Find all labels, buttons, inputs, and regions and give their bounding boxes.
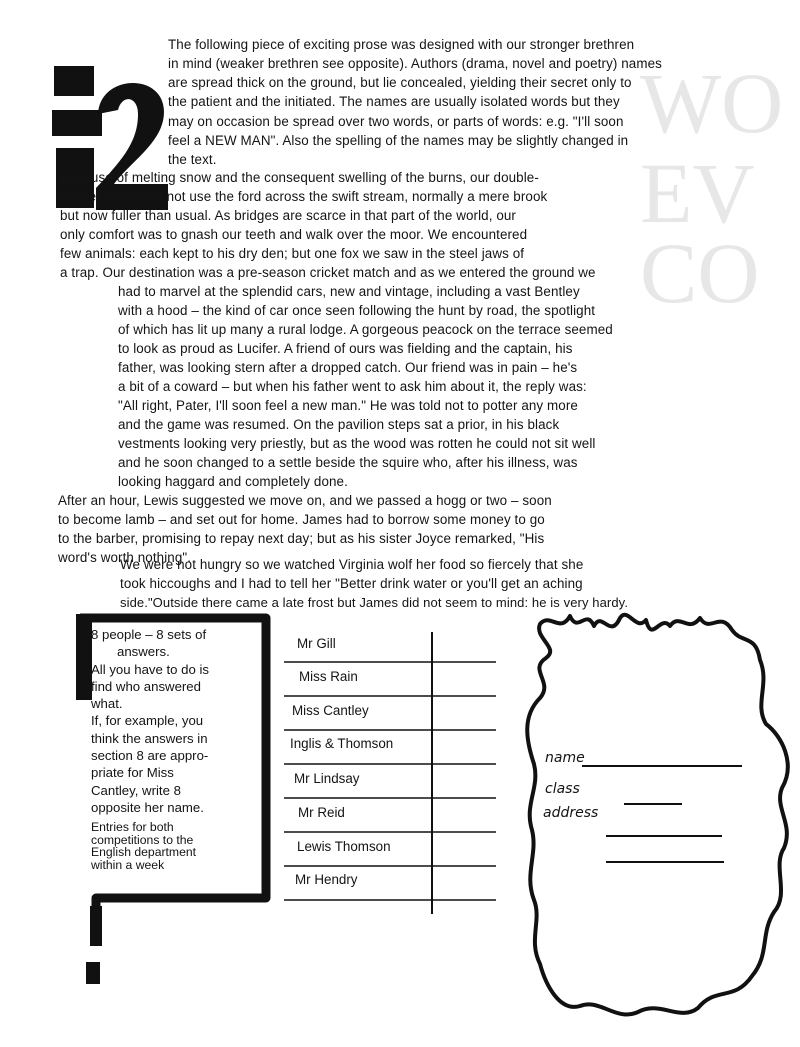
instruction-line: 8 people – 8 sets of bbox=[91, 627, 207, 642]
instruction-line: All you have to do is bbox=[91, 661, 210, 677]
answer-name-cantley: Miss Cantley bbox=[292, 703, 369, 718]
story-line: Because of melting snow and the consequent swelling of the burns, our double- bbox=[60, 170, 539, 185]
story-line: and he soon changed to a settle beside the squire who, after his illness, was bbox=[118, 455, 578, 470]
instruction-line: priate for Miss bbox=[91, 765, 174, 781]
instruction-line: If, for example, you bbox=[91, 713, 204, 729]
story-line: with a hood – the kind of car once seen following the hunt by road, the spotlight bbox=[118, 303, 596, 318]
story-line: of which has lit up many a rural lodge. A gorgeous peacock on the terrace seemed bbox=[118, 322, 613, 337]
story-line: We were not hungry so we watched Virginia wolf her food so fiercely that she bbox=[120, 557, 584, 572]
answer-name-lewis-thomson: Lewis Thomson bbox=[297, 839, 391, 854]
intro-line: feel a NEW MAN". Also the spelling of the names may be slightly changed in bbox=[168, 133, 629, 148]
story-line: to look as proud as Lucifer. A friend of ours was fielding and the captain, his bbox=[118, 341, 573, 356]
intro-line: the patient and the initiated. The names are usually isolated words but they bbox=[168, 94, 620, 109]
answer-name-gill: Mr Gill bbox=[297, 636, 336, 651]
intro-line: in mind (weaker brethren see opposite). Authors (drama, novel and poetry) names bbox=[168, 56, 662, 71]
instruction-line: section 8 are appro- bbox=[91, 748, 209, 764]
answer-grid bbox=[280, 624, 500, 914]
story-line: a trap. Our destination was a pre-season cricket match and as we entered the ground we bbox=[60, 265, 596, 280]
show-through-text: EV bbox=[640, 145, 755, 241]
story-line: few animals: each kept to his dry den; but one fox we saw in the steel jaws of bbox=[60, 246, 525, 261]
instruction-line: find who answered bbox=[91, 678, 201, 694]
instruction-line: what. bbox=[91, 696, 123, 712]
story-line: took hiccoughs and I had to tell her "Better drink water or you'll get an aching bbox=[120, 576, 583, 591]
story-line: vestments looking very priestly, but as the wood was rotten he could not sit well bbox=[118, 436, 596, 451]
story-line: father, was looking stern after a dropped catch. Our friend was in pain – he's bbox=[118, 360, 578, 375]
instruction-line: think the answers in bbox=[91, 730, 208, 746]
intro-line: the text. bbox=[168, 152, 217, 167]
intro-line: The following piece of exciting prose was designed with our stronger brethren bbox=[168, 37, 635, 52]
story-line: a bit of a coward – but when his father went to ask him about it, the reply was: bbox=[118, 379, 587, 394]
story-line: After an hour, Lewis suggested we move on, and we passed a hogg or two – soon bbox=[58, 493, 552, 508]
story-line: had to marvel at the splendid cars, new and vintage, including a vast Bentley bbox=[118, 284, 580, 299]
story-line: looking haggard and completely done. bbox=[118, 474, 348, 489]
story-line: but now fuller than usual. As bridges are scarce in that part of the world, our bbox=[60, 208, 516, 223]
instruction-line: answers. bbox=[117, 644, 170, 660]
story-line: side."Outside there came a late frost but James did not seem to mind: he is very hardy. bbox=[120, 595, 629, 610]
entries-line: within a week bbox=[91, 857, 165, 872]
intro-line: are spread thick on the ground, but lie concealed, yielding their secret only to bbox=[168, 75, 632, 90]
answer-name-reid: Mr Reid bbox=[298, 805, 345, 820]
story-line: to the barber, promising to repay next day; but as his sister Joyce remarked, "His bbox=[58, 531, 545, 546]
answer-name-inglis-thomson: Inglis & Thomson bbox=[290, 736, 394, 751]
answer-name-rain: Miss Rain bbox=[299, 669, 358, 684]
show-through-text: CO bbox=[640, 225, 760, 321]
form-label-address: address bbox=[543, 805, 599, 821]
show-through-text: WO bbox=[640, 55, 784, 151]
story-line: "All right, Pater, I'll soon feel a new man." He was told not to potter any more bbox=[118, 398, 578, 413]
entries-line: English department bbox=[91, 845, 197, 860]
story-line: to become lamb – and set out for home. James had to borrow some money to go bbox=[58, 512, 545, 527]
instruction-line: Cantley, write 8 bbox=[91, 782, 181, 798]
form-label-name: name bbox=[545, 750, 585, 766]
intro-line: may on occasion be spread over two words, or parts of words: e.g. "I'll soon bbox=[168, 114, 624, 129]
form-label-class: class bbox=[545, 781, 580, 797]
entries-line: Entries for both bbox=[91, 820, 174, 835]
story-line: word's worth nothing". bbox=[58, 550, 192, 565]
story-line: and the game was resumed. On the pavilion steps sat a prior, in his black bbox=[118, 417, 560, 432]
answer-name-hendry: Mr Hendry bbox=[295, 872, 358, 887]
story-line: decker bus could not use the ford across the swift stream, normally a mere brook bbox=[60, 189, 548, 204]
story-line: only comfort was to gnash our teeth and walk over the moor. We encountered bbox=[60, 227, 528, 242]
instruction-line: opposite her name. bbox=[91, 799, 204, 815]
instructions-block bbox=[91, 626, 209, 871]
entries-line: competitions to the bbox=[91, 832, 194, 847]
answer-name-lindsay: Mr Lindsay bbox=[294, 771, 360, 786]
